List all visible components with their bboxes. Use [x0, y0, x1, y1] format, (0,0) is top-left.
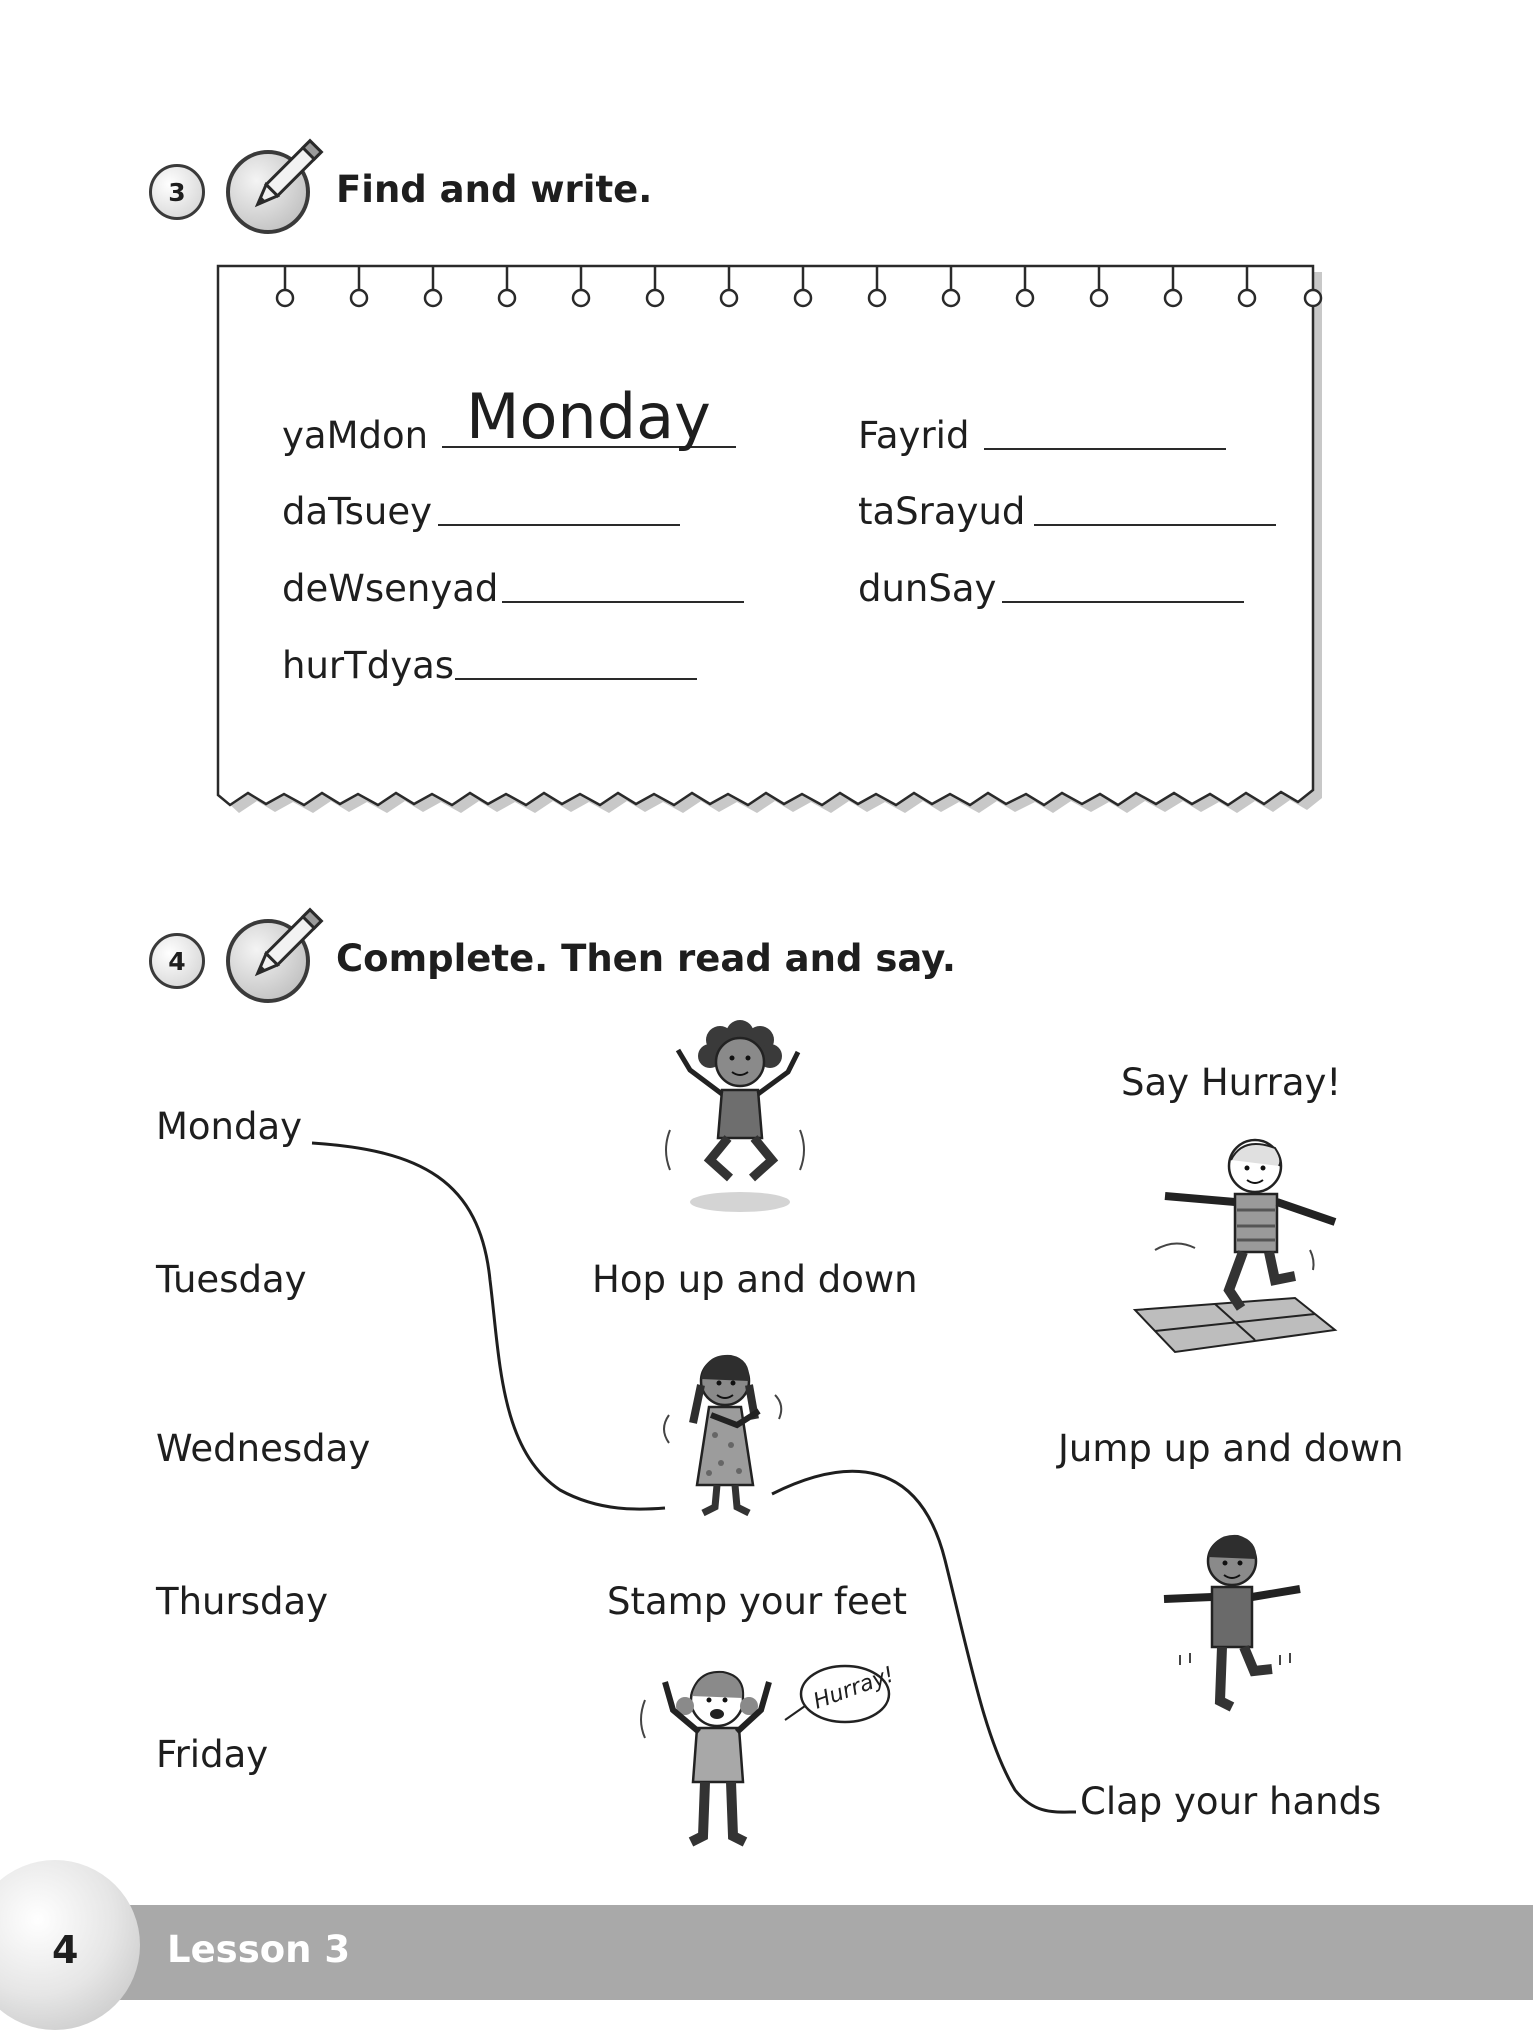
- hopping-boy-illustration: [1125, 1130, 1345, 1370]
- scrambled-word: yaMdon: [282, 414, 429, 457]
- exercise-3-title: Find and write.: [336, 168, 653, 211]
- answer-handwritten: Monday: [466, 380, 711, 453]
- jumping-girl-illustration: [650, 1020, 820, 1220]
- scrambled-word: dunSay: [858, 567, 997, 610]
- scrambled-word: deWsenyad: [282, 567, 499, 610]
- exercise-4-number: 4: [149, 933, 205, 989]
- page-number: 4: [52, 1928, 79, 1972]
- scrambled-word: daTsuey: [282, 490, 433, 533]
- scrambled-word: Fayrid: [858, 414, 970, 457]
- action-label: Hop up and down: [592, 1258, 918, 1301]
- lesson-title: Lesson 3: [167, 1928, 351, 1971]
- action-label: Clap your hands: [1080, 1780, 1382, 1823]
- day-label: Thursday: [156, 1580, 329, 1623]
- action-label: Say Hurray!: [1121, 1061, 1342, 1104]
- clapping-girl-illustration: [655, 1345, 825, 1520]
- exercise-4-title: Complete. Then read and say.: [336, 937, 956, 980]
- stamping-boy-illustration: [1150, 1525, 1320, 1725]
- day-label: Friday: [156, 1733, 269, 1776]
- day-label: Monday: [156, 1105, 303, 1148]
- action-label: Jump up and down: [1058, 1427, 1404, 1470]
- day-label: Wednesday: [156, 1427, 371, 1470]
- exercise-3-number: 3: [149, 164, 205, 220]
- scrambled-word: taSrayud: [858, 490, 1026, 533]
- action-label: Stamp your feet: [607, 1580, 907, 1623]
- day-label: Tuesday: [156, 1258, 307, 1301]
- speech-bubble-text: Hurray!: [810, 1662, 898, 1715]
- scrambled-word: hurTdyas: [282, 644, 455, 687]
